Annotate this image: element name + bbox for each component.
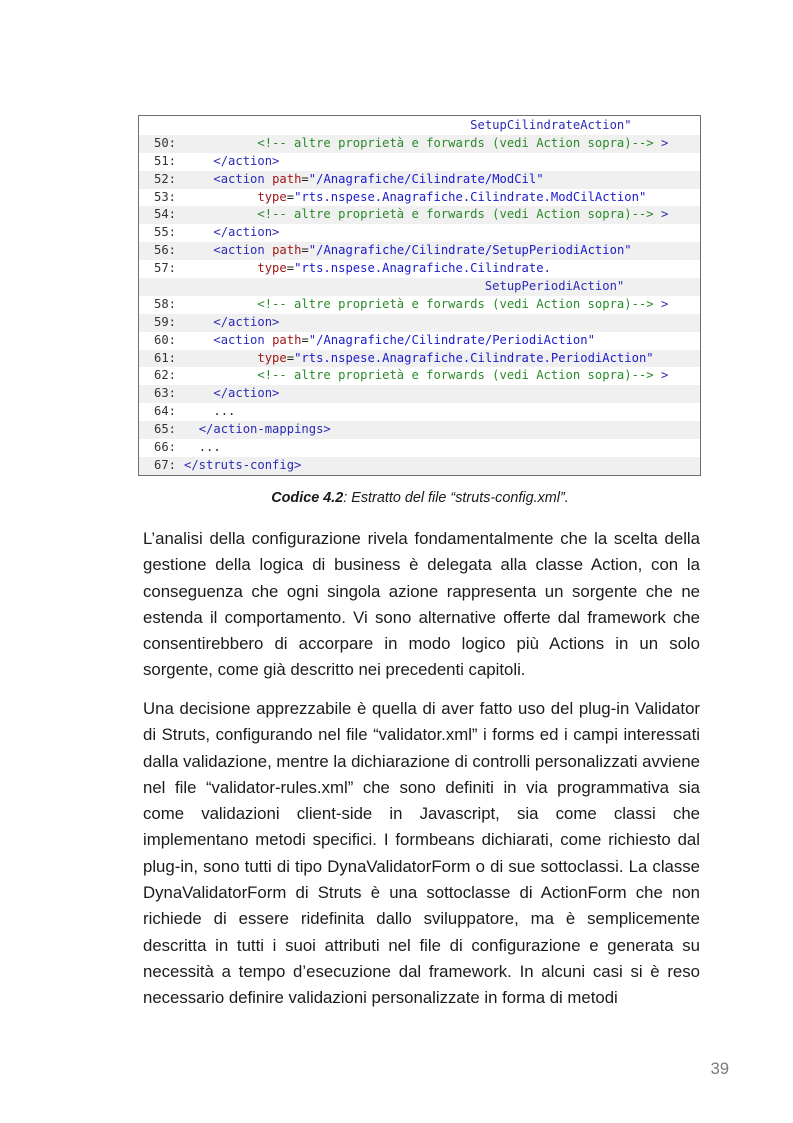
code-indent	[184, 154, 213, 168]
code-listing	[138, 115, 701, 476]
code-token: </action>	[213, 153, 280, 168]
code-indent	[184, 190, 257, 204]
code-line	[139, 421, 700, 439]
code-token: ...	[213, 404, 236, 419]
code-token: "rts.nspese.Anagrafiche.Cilindrate.ModCilAction"	[294, 189, 647, 204]
line-number: 50:	[153, 135, 176, 150]
code-line	[139, 367, 700, 385]
code-token: >	[653, 296, 669, 311]
code-text	[184, 314, 700, 332]
line-number: 59:	[153, 314, 176, 329]
code-text	[184, 278, 700, 296]
code-line	[139, 242, 700, 260]
line-number: 67:	[153, 457, 176, 472]
line-number: 64:	[153, 404, 176, 419]
code-line	[139, 457, 700, 475]
code-indent	[184, 207, 257, 221]
code-text	[184, 385, 700, 403]
code-line	[139, 314, 700, 332]
code-token: SetupPeriodiAction"	[184, 279, 625, 294]
line-number: 53:	[153, 189, 176, 204]
code-token: <action	[213, 332, 273, 347]
code-text	[184, 296, 700, 314]
code-token: =	[301, 171, 309, 186]
code-token: <!-- altre proprietà e forwards (vedi Action sopra)-->	[257, 296, 654, 311]
code-text	[184, 206, 700, 224]
code-token: type	[257, 261, 287, 276]
line-number: 60:	[153, 332, 176, 347]
code-token: =	[286, 261, 295, 276]
code-token: SetupCilindrateAction"	[184, 118, 632, 132]
code-token: <action	[213, 171, 273, 186]
code-text	[184, 403, 700, 421]
code-token: type	[257, 189, 287, 204]
code-indent	[184, 315, 213, 329]
code-token: </action>	[213, 314, 280, 329]
code-token: >	[653, 368, 669, 383]
code-token: <action	[213, 243, 273, 258]
code-token: <!-- altre proprietà e forwards (vedi Action sopra)-->	[257, 368, 654, 383]
code-token: </action-mappings>	[198, 422, 331, 437]
paragraph-analysis: L’analisi della configurazione rivela fondamentalmente che la scelta della gestione della logica di business è delegata alla classe Action, con la conseguenza che ogni singola azione rappresenta un sorgente che ne estenda il comportamento. Vi sono alternative offerte dal framework che consentirebbero di accorpare in modo logico più Actions in un solo sorgente, come già descritto nei precedenti capitoli.	[143, 529, 700, 680]
code-indent	[184, 368, 257, 382]
code-line	[139, 135, 700, 153]
code-token: type	[257, 350, 287, 365]
code-text	[184, 260, 700, 278]
code-indent	[184, 333, 213, 347]
line-number: 51:	[153, 153, 176, 168]
code-indent	[184, 225, 213, 239]
code-text	[184, 332, 700, 350]
code-token: =	[301, 243, 309, 258]
code-line	[139, 403, 700, 421]
line-number: 56:	[153, 243, 176, 258]
line-number: 66:	[153, 440, 176, 455]
code-token: =	[286, 189, 295, 204]
code-indent	[184, 297, 257, 311]
code-token: </action>	[213, 225, 280, 240]
code-line	[139, 224, 700, 242]
code-token: "rts.nspese.Anagrafiche.Cilindrate.	[294, 261, 551, 276]
code-token: <!-- altre proprietà e forwards (vedi Action sopra)-->	[257, 207, 654, 222]
code-line	[139, 278, 700, 296]
page-number: 39	[710, 1060, 729, 1078]
code-indent	[184, 386, 213, 400]
code-indent	[184, 440, 199, 454]
code-text	[184, 439, 700, 457]
code-token: </struts-config>	[184, 457, 302, 472]
code-text	[184, 242, 700, 260]
line-number: 63:	[153, 386, 176, 401]
line-number: 62:	[153, 368, 176, 383]
code-token: >	[653, 135, 669, 150]
code-text	[184, 224, 700, 242]
code-indent	[184, 351, 257, 365]
code-token: path	[272, 243, 302, 258]
line-number: 58:	[153, 296, 176, 311]
code-text	[184, 367, 700, 385]
code-indent	[184, 172, 213, 186]
code-line	[139, 439, 700, 457]
code-token: "/Anagrafiche/Cilindrate/PeriodiAction"	[308, 332, 595, 347]
code-text	[184, 457, 700, 475]
code-indent	[184, 422, 199, 436]
code-line	[139, 332, 700, 350]
code-caption	[0, 490, 793, 506]
code-token: "/Anagrafiche/Cilindrate/ModCil"	[308, 171, 544, 186]
caption-text: : Estratto del file “struts-config.xml”.	[343, 490, 569, 506]
code-line	[139, 153, 700, 171]
code-line	[139, 117, 700, 135]
line-number: 54:	[153, 207, 176, 222]
code-token: "/Anagrafiche/Cilindrate/SetupPeriodiAction"	[308, 243, 632, 258]
code-text	[184, 171, 700, 189]
caption-label: Codice 4.2	[271, 490, 344, 506]
code-token: "rts.nspese.Anagrafiche.Cilindrate.PeriodiAction"	[294, 350, 654, 365]
code-indent	[184, 404, 213, 418]
code-line	[139, 189, 700, 207]
code-line	[139, 296, 700, 314]
code-indent	[184, 136, 257, 150]
code-token: =	[286, 350, 295, 365]
code-line	[139, 206, 700, 224]
code-text	[184, 135, 700, 153]
code-text	[184, 153, 700, 171]
code-text	[184, 421, 700, 439]
code-token: <!-- altre proprietà e forwards (vedi Action sopra)-->	[257, 135, 654, 150]
code-line	[139, 350, 700, 368]
line-number: 57:	[153, 261, 176, 276]
line-number: 55:	[153, 225, 176, 240]
code-token: path	[272, 171, 302, 186]
code-line	[139, 260, 700, 278]
code-text	[184, 350, 700, 368]
paragraph-validator: Una decisione apprezzabile è quella di aver fatto uso del plug-in Validator di Struts, configurando nel file “validator.xml” i forms ed i campi interessati dalla validazione, mentre la dichiarazione di controlli personalizzati avviene nel file “validator-rules.xml” che sono definiti in via programmativa sia come validazioni client-side in Javascript, sia come classi che implementano metodi specifici. I formbeans dichiarati, come richiesto dal plug-in, sono tutti di tipo DynaValidatorForm o di sue sottoclassi. La classe DynaValidatorForm di Struts è una sottoclasse di ActionForm che non richiede di essere ridefinita dallo sviluppatore, ma è semplicemente descritta in tutti i suoi attributi nel file di configurazione e generata su necessità a tempo d’esecuzione dal framework. In alcuni casi si è reso necessario definire validazioni personalizzate in forma di metodi	[143, 699, 700, 1008]
line-number: 61:	[153, 350, 176, 365]
code-token: path	[272, 332, 302, 347]
line-number: 65:	[153, 422, 176, 437]
line-number: 52:	[153, 171, 176, 186]
code-token: =	[301, 332, 309, 347]
code-line	[139, 385, 700, 403]
code-token: </action>	[213, 386, 280, 401]
code-text	[184, 117, 700, 135]
code-token: >	[653, 207, 669, 222]
code-text	[184, 189, 700, 207]
code-indent	[184, 261, 257, 275]
code-indent	[184, 243, 213, 257]
code-token: ...	[198, 440, 221, 455]
code-line	[139, 171, 700, 189]
